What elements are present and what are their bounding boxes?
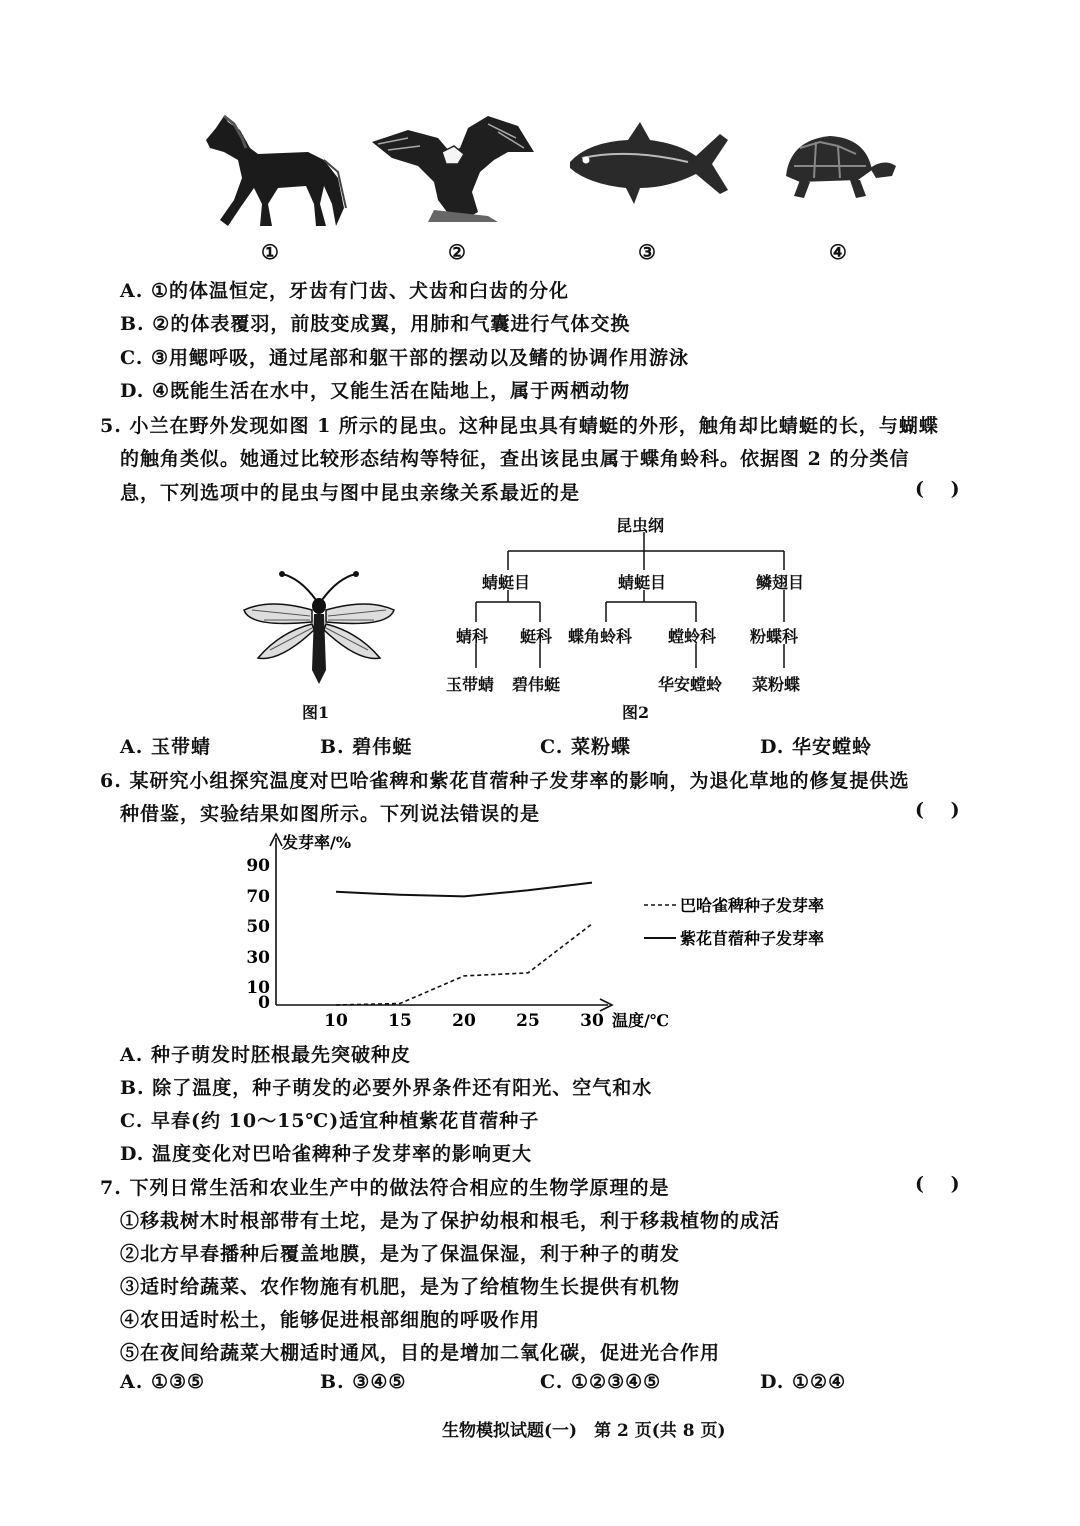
chart-legend (644, 896, 824, 948)
y-tick-label: 0 (258, 993, 270, 1013)
tree-order-3: 鳞翅目 (756, 573, 805, 592)
x-tick-label: 10 (324, 1011, 348, 1031)
q6-stem-line-1: 6. 某研究小组探究温度对巴哈雀稗和紫花苜蓿种子发芽率的影响，为退化草地的修复提供选 (100, 770, 910, 792)
series-line-2 (336, 883, 592, 897)
q5-stem-line-2: 的触角类似。她通过比较形态结构等特征，查出该昆虫属于蝶角蛉科。依据图 2 的分类信 (120, 448, 910, 470)
q5-stem-line-1: 5. 小兰在野外发现如图 1 所示的昆虫。这种昆虫具有蜻蜓的外形，触角却比蜻蜓的长，与蝴蝶 (100, 415, 939, 437)
tree-family-3: 蝶角蛉科 (568, 627, 633, 646)
q6-option-d: D. 温度变化对巴哈雀稗种子发芽率的影响更大 (120, 1143, 533, 1165)
y-tick-label: 10 (246, 978, 270, 998)
q7-item-5: ⑤在夜间给蔬菜大棚适时通风，目的是增加二氧化碳，促进光合作用 (120, 1342, 721, 1364)
tree-family-5: 粉蝶科 (750, 627, 799, 646)
animal-label-1: ① (261, 240, 279, 264)
legend-series-1: 巴哈雀稗种子发芽率 (680, 896, 825, 915)
tree-species-1: 玉带蜻 (446, 675, 495, 694)
q7-item-1: ①移栽树木时根部带有土坨，是为了保护幼根和根毛，利于移栽植物的成活 (120, 1210, 781, 1232)
animal-label-4: ④ (829, 240, 847, 264)
q6-option-b: B. 除了温度，种子萌发的必要外界条件还有阳光、空气和水 (120, 1077, 653, 1099)
series-line-1 (336, 924, 592, 1005)
chart-lines (336, 883, 592, 1005)
tree-family-4: 螳蛉科 (668, 627, 717, 646)
q5-answer-blank: ( ) (915, 478, 970, 500)
q7-option-a: A. ①③⑤ (120, 1371, 206, 1393)
chart-xlabel: 温度/℃ (612, 1011, 670, 1030)
q5-option-d: D. 华安螳蛉 (760, 736, 873, 758)
y-tick-label: 50 (246, 917, 270, 937)
q4-option-c: C. ③用鳃呼吸，通过尾部和躯干部的摆动以及鳍的协调作用游泳 (120, 347, 690, 369)
y-tick-label: 90 (246, 856, 270, 876)
q6-option-a: A. 种子萌发时胚根最先突破种皮 (120, 1044, 411, 1066)
q5-option-a: A. 玉带蜻 (120, 736, 211, 758)
q7-option-c: C. ①②③④⑤ (540, 1371, 662, 1393)
fig1-caption: 图1 (302, 703, 330, 722)
x-tick-label: 20 (452, 1011, 476, 1031)
q5-option-b: B. 碧伟蜓 (320, 736, 413, 758)
tree-order-1: 蜻蜓目 (482, 573, 531, 592)
q6-stem-line-2: 种借鉴，实验结果如图所示。下列说法错误的是 (120, 803, 541, 825)
q7-item-3: ③适时给蔬菜、农作物施有机肥，是为了给植物生长提供有机物 (120, 1276, 681, 1298)
q7-option-d: D. ①②④ (760, 1371, 847, 1393)
q5-stem-line-3: 息，下列选项中的昆虫与图中昆虫亲缘关系最近的是 (120, 482, 581, 504)
legend-series-2: 紫花苜蓿种子发芽率 (680, 929, 825, 948)
y-tick-label: 30 (246, 948, 270, 968)
q4-option-b: B. ②的体表覆羽，前肢变成翼，用肺和气囊进行气体交换 (120, 313, 631, 335)
animal-label-2: ② (448, 240, 466, 264)
q4-option-d: D. ④既能生活在水中，又能生活在陆地上，属于两栖动物 (120, 380, 631, 402)
tree-species-2: 碧伟蜓 (512, 675, 561, 694)
tree-species-4: 菜粉蝶 (752, 675, 801, 694)
fig2-caption: 图2 (622, 703, 650, 722)
tree-order-2: 蜻蜓目 (618, 573, 667, 592)
y-tick-label: 70 (246, 887, 270, 907)
animal-label-3: ③ (638, 240, 656, 264)
tree-family-1: 蜻科 (456, 627, 489, 646)
tree-root-class: 昆虫纲 (616, 516, 665, 535)
q7-item-2: ②北方早春播种后覆盖地膜，是为了保温保湿，利于种子的萌发 (120, 1243, 681, 1265)
tree-family-2: 蜓科 (520, 627, 553, 646)
q7-answer-blank: ( ) (915, 1173, 970, 1195)
chart-axes (270, 834, 612, 1011)
q7-stem: 7. 下列日常生活和农业生产中的做法符合相应的生物学原理的是 (100, 1177, 670, 1199)
q7-item-4: ④农田适时松土，能够促进根部细胞的呼吸作用 (120, 1309, 541, 1331)
tree-species-3: 华安螳蛉 (658, 675, 723, 694)
x-tick-label: 15 (388, 1011, 412, 1031)
q4-option-a: A. ①的体温恒定，牙齿有门齿、犬齿和臼齿的分化 (120, 280, 570, 302)
page-footer: 生物模拟试题(一) 第 2 页(共 8 页) (442, 1421, 726, 1441)
q5-option-c: C. 菜粉蝶 (540, 736, 632, 758)
q6-option-c: C. 早春(约 10～15℃)适宜种植紫花苜蓿种子 (120, 1110, 540, 1132)
x-tick-label: 25 (516, 1011, 540, 1031)
x-tick-label: 30 (580, 1011, 604, 1031)
q7-option-b: B. ③④⑤ (320, 1371, 407, 1393)
q6-answer-blank: ( ) (915, 799, 970, 821)
chart-ylabel: 发芽率/% (282, 833, 352, 852)
